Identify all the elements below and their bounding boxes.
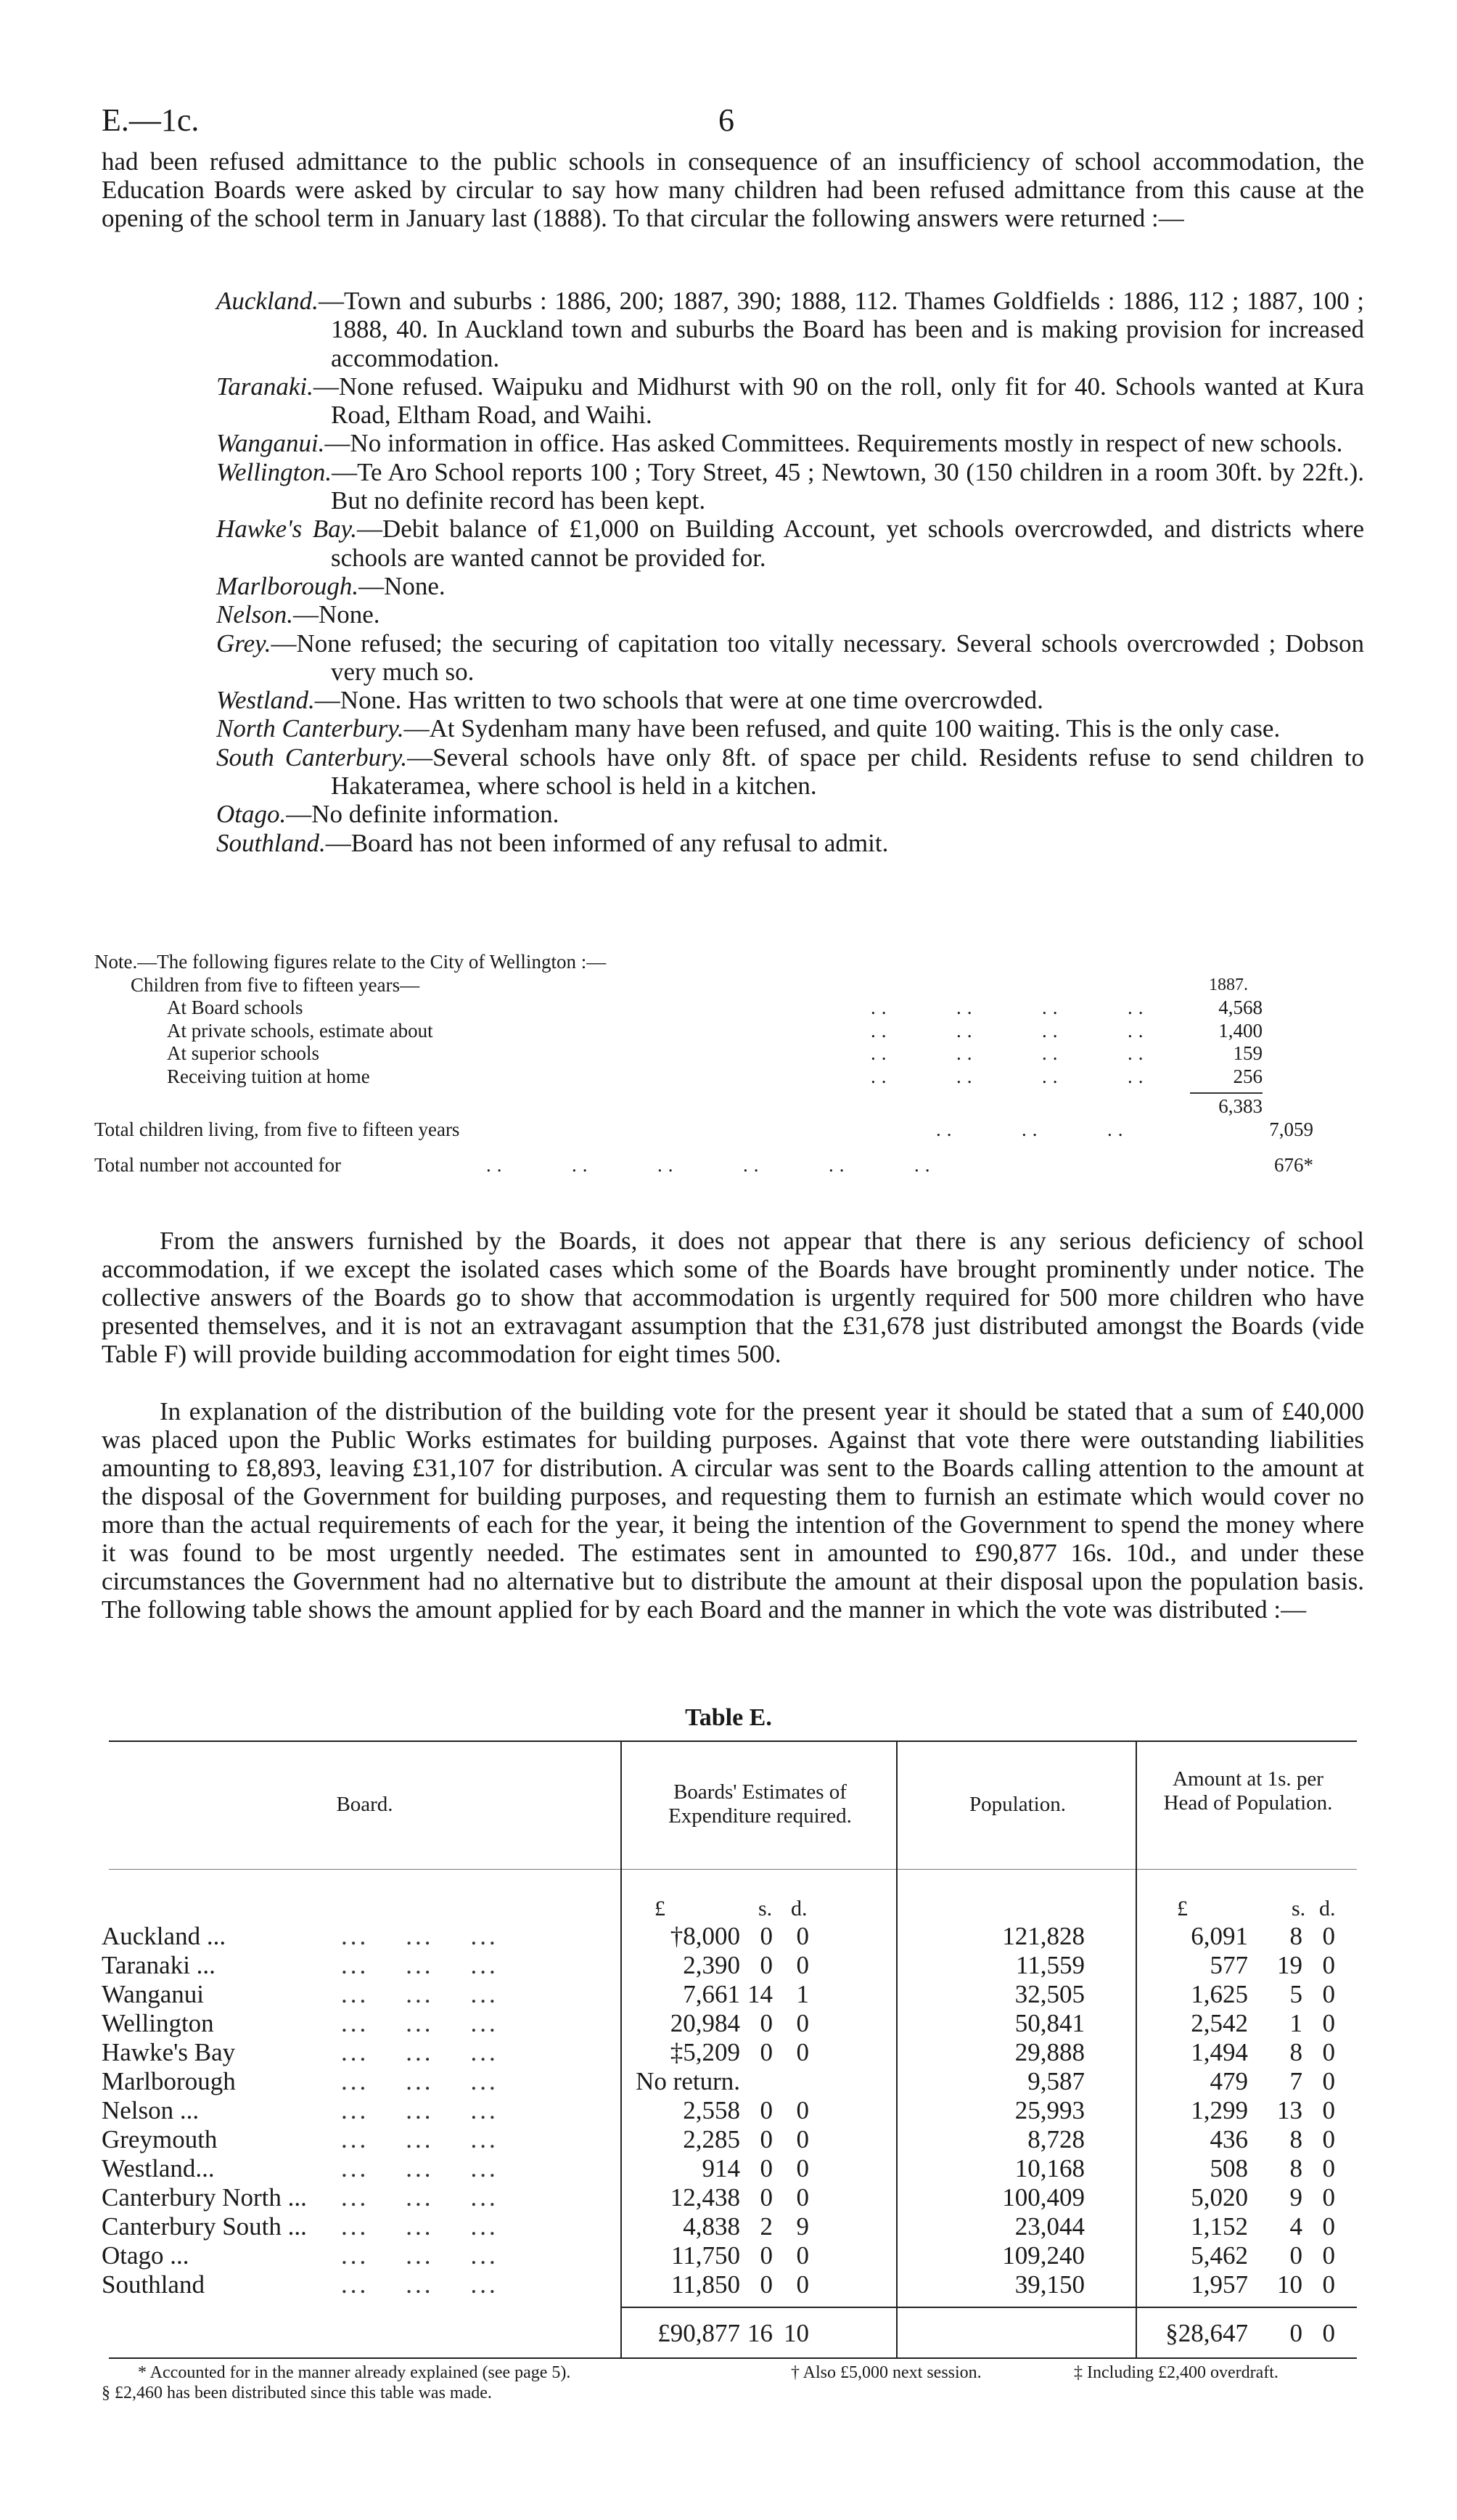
row-amount-shillings: 9 <box>1289 2183 1302 2212</box>
row-estimate-shillings: 0 <box>760 1951 773 1979</box>
table-row: Hawke's Bay ... ... ... ‡5,209 0 0 29,888 1,494 8 0 <box>102 2038 1335 2066</box>
table-row: Marlborough ... ... ... No return. 9,587 479 7 0 <box>102 2067 1335 2095</box>
row-estimate-pounds: 4,838 <box>683 2212 740 2241</box>
row-population: 39,150 <box>1014 2270 1085 2299</box>
board-answer-name: South Canterbury. <box>216 742 408 772</box>
board-answer <box>216 743 1364 801</box>
header-population: Population. <box>969 1793 1066 1816</box>
row-population: 10,168 <box>1014 2154 1085 2182</box>
board-answer <box>216 372 1364 430</box>
row-board: Wellington <box>102 2009 214 2037</box>
row-amount-shillings: 5 <box>1289 1980 1302 2008</box>
note-heading: Note.—The following figures relate to the City of Wellington :— <box>94 951 607 973</box>
row-estimate-pence: 0 <box>796 2241 809 2270</box>
row-estimate-shillings: 14 <box>747 1980 773 2008</box>
board-answer-name: North Canterbury. <box>216 714 404 743</box>
row-estimate-shillings: 0 <box>760 1922 773 1950</box>
board-answer <box>216 686 1364 714</box>
table-row: Wanganui ... ... ... 7,661 14 1 32,505 1,625 5 0 <box>102 1980 1335 2008</box>
board-answer-text: —Debit balance of £1,000 on Building Account, yet schools overcrowded, and districts where schools are wanted cannot be provided for. <box>331 515 1364 572</box>
board-answer <box>216 287 1364 372</box>
note-row-label: Receiving tuition at home <box>167 1065 370 1087</box>
row-board: Greymouth <box>102 2125 218 2153</box>
table-row: Wellington ... ... ... 20,984 0 0 50,841 2,542 1 0 <box>102 2009 1335 2037</box>
board-answer-name: Grey. <box>216 629 271 658</box>
row-amount-pence: 0 <box>1322 1980 1335 2008</box>
board-answer <box>216 800 1364 828</box>
row-estimate-pence: 9 <box>796 2212 809 2241</box>
board-answer-name: Marlborough. <box>216 571 359 600</box>
table-row: Southland ... ... ... 11,850 0 0 39,150 1,957 10 0 <box>102 2270 1335 2299</box>
table-title: Table E. <box>685 1704 772 1731</box>
row-estimate-shillings: 0 <box>760 2096 773 2124</box>
row-board: Otago ... <box>102 2241 189 2270</box>
row-estimate-pence: 0 <box>796 1951 809 1979</box>
board-answer-name: Nelson. <box>216 600 293 629</box>
board-answer-name: Westland. <box>216 686 315 715</box>
row-amount-pence: 0 <box>1322 2241 1335 2270</box>
note-row-label: At superior schools <box>167 1042 319 1064</box>
board-answer-text: —Town and suburbs : 1886, 200; 1887, 390; 1888, 112. Thames Goldfields : 1886, 112 ; 1887, 100 ; 1888, 40. In Auckland town and suburbs the Board has been and is making provision for increased accommodation. <box>318 287 1364 372</box>
total-row: £90,877 16 10 §28,647 0 0 <box>102 2319 1364 2348</box>
table-bottom-rule <box>109 2357 1357 2359</box>
row-board: Wanganui <box>102 1980 205 2008</box>
board-answer-text: —Te Aro School reports 100 ; Tory Street, 45 ; Newtown, 30 (150 children in a room 30ft. by 22ft.). But no definite record has been kept. <box>331 457 1364 515</box>
total-amount-pounds: §28,647 <box>1165 2319 1248 2347</box>
table-row: Otago ... ... ... ... 11,750 0 0 109,240 5,462 0 0 <box>102 2241 1335 2270</box>
row-amount-pounds: 1,494 <box>1191 2038 1248 2066</box>
row-population: 23,044 <box>1014 2212 1085 2241</box>
row-amount-pounds: 577 <box>1210 1951 1248 1979</box>
row-estimate-shillings: 0 <box>760 2241 773 2270</box>
table-row: Greymouth ... ... ... 2,285 0 0 8,728 436 8 0 <box>102 2125 1335 2153</box>
row-amount-shillings: 19 <box>1277 1951 1302 1979</box>
row-amount-pounds: 436 <box>1210 2125 1248 2153</box>
row-board: Auckland ... <box>102 1922 226 1950</box>
note-living-value: 7,059 <box>1269 1118 1313 1140</box>
note-row: At private schools, estimate about .. .. .. .. 1,400 <box>167 1019 1263 1042</box>
board-answer-name: Wellington. <box>216 457 332 486</box>
row-estimate-pounds: 2,285 <box>683 2125 740 2153</box>
row-population: 32,505 <box>1014 1980 1085 2008</box>
board-answer-name: Otago. <box>216 800 287 829</box>
row-estimate-pounds: 12,438 <box>670 2183 740 2212</box>
board-answer <box>216 629 1364 687</box>
footnote-star: * Accounted for in the manner already explained (see page 5). <box>138 2363 571 2382</box>
row-board: Hawke's Bay <box>102 2038 236 2066</box>
row-estimate-pounds: 914 <box>702 2154 740 2182</box>
row-estimate-pence: 0 <box>796 2125 809 2153</box>
board-answer-text: —None refused; the securing of capitation too vitally necessary. Several schools overcrowded ; Dobson very much so. <box>271 629 1364 686</box>
row-board: Westland... <box>102 2154 215 2182</box>
row-estimate-pounds: 7,661 <box>683 1980 740 2008</box>
row-board: Canterbury South ... <box>102 2212 307 2241</box>
row-amount-pounds: 1,625 <box>1191 1980 1248 2008</box>
row-population: 100,409 <box>1002 2183 1085 2212</box>
board-answer-text: —At Sydenham many have been refused, and quite 100 waiting. This is the only case. <box>403 714 1281 743</box>
note-row-label: At Board schools <box>167 997 303 1018</box>
row-estimate-pounds: 2,558 <box>683 2096 740 2124</box>
board-answers-list <box>102 287 1364 857</box>
row-estimate-pounds: 2,390 <box>683 1951 740 1979</box>
row-population: 8,728 <box>1027 2125 1085 2153</box>
note-unaccounted-value: 676* <box>1274 1154 1313 1176</box>
row-board: Marlborough <box>102 2067 236 2095</box>
row-estimate-shillings: 2 <box>760 2212 773 2241</box>
board-answer-text: —None. <box>292 600 380 629</box>
table-row: Auckland ... ... ... ... †8,000 0 0 121,828 6,091 8 0 <box>102 1922 1335 1950</box>
paragraph-intro: had been refused admittance to the public schools in consequence of an insufficiency of school accommodation, the Education Boards were asked by circular to say how many children had been refused admittance from this cause at the opening of the school term in January last (1888). To that circular the following answers were returned :— <box>102 147 1364 232</box>
board-answer <box>216 600 1364 629</box>
board-answer-text: —None. Has written to two schools that were at one time overcrowded. <box>314 686 1043 715</box>
row-amount-pounds: 508 <box>1210 2154 1248 2182</box>
table-row: Canterbury South ... ... ... ... 4,838 2 9 23,044 1,152 4 0 <box>102 2212 1335 2241</box>
row-amount-pence: 0 <box>1322 2154 1335 2182</box>
row-amount-shillings: 8 <box>1289 2154 1302 2182</box>
row-estimate-pence: 0 <box>796 2270 809 2299</box>
note-row-value: 159 <box>1233 1042 1263 1064</box>
row-amount-pounds: 6,091 <box>1191 1922 1248 1950</box>
note-row-value: 256 <box>1233 1065 1263 1087</box>
row-estimate-pence: 0 <box>796 2038 809 2066</box>
row-estimate-pence: 0 <box>796 2009 809 2037</box>
paragraph-findings: From the answers furnished by the Boards, it does not appear that there is any serious deficiency of school accommodation, if we except the isolated cases which some of the Boards have brought prominently under notice. The collective answers of the Boards go to show that accommodation is urgently required for 500 more children who have presented themselves, and it is not an extravagant assumption that the £31,678 just distributed amongst the Boards (vide Table F) will provide building accommodation for eight times 500. <box>102 1227 1364 1368</box>
row-estimate-shillings: 0 <box>760 2125 773 2153</box>
note-row-label: At private schools, estimate about <box>167 1019 433 1042</box>
row-estimate-pence: 0 <box>796 2096 809 2124</box>
header-board: Board. <box>336 1793 393 1816</box>
note-row: At Board schools .. .. .. .. 4,568 <box>167 997 1263 1018</box>
row-board: Southland <box>102 2270 205 2299</box>
row-amount-pence: 0 <box>1322 2096 1335 2124</box>
row-estimate-pounds: †8,000 <box>670 1922 740 1950</box>
row-amount-pounds: 1,299 <box>1191 2096 1248 2124</box>
row-population: 11,559 <box>1016 1951 1085 1979</box>
footnote-ddagger: ‡ Including £2,400 overdraft. <box>1074 2363 1279 2382</box>
note-subtotal: 6,383 <box>1218 1095 1263 1117</box>
note-rule <box>1190 1092 1263 1094</box>
board-answer-text: —No definite information. <box>286 800 559 829</box>
row-amount-shillings: 0 <box>1289 2241 1302 2270</box>
footnote-dagger: † Also £5,000 next session. <box>791 2363 982 2382</box>
row-amount-pounds: 5,020 <box>1191 2183 1248 2212</box>
row-amount-pounds: 479 <box>1210 2067 1248 2095</box>
row-estimate-shillings: 0 <box>760 2183 773 2212</box>
footnote-section: § £2,460 has been distributed since this table was made. <box>102 2384 492 2402</box>
row-amount-shillings: 1 <box>1289 2009 1302 2037</box>
page-number: 6 <box>718 102 734 138</box>
row-amount-pounds: 2,542 <box>1191 2009 1248 2037</box>
row-estimate-pounds: No return. <box>636 2067 740 2095</box>
row-estimate-pounds: ‡5,209 <box>670 2038 740 2066</box>
board-answer-name: Hawke's Bay. <box>216 515 358 544</box>
row-population: 29,888 <box>1014 2038 1085 2066</box>
row-amount-pence: 0 <box>1322 1951 1335 1979</box>
board-answer <box>216 515 1364 572</box>
board-answer-text: —No information in office. Has asked Committees. Requirements mostly in respect of new schools. <box>324 429 1343 458</box>
row-amount-pence: 0 <box>1322 1922 1335 1950</box>
row-amount-shillings: 10 <box>1277 2270 1302 2299</box>
row-amount-shillings: 8 <box>1289 2125 1302 2153</box>
document-reference: E.—1c. <box>102 102 200 138</box>
row-amount-shillings: 8 <box>1289 2038 1302 2066</box>
board-answer <box>216 458 1364 515</box>
board-answer-text: —None refused. Waipuku and Midhurst with 90 on the roll, only fit for 40. Schools wanted at Kura Road, Eltham Road, and Waihi. <box>313 372 1364 430</box>
row-amount-shillings: 13 <box>1277 2096 1302 2124</box>
row-amount-pence: 0 <box>1322 2038 1335 2066</box>
total-estimates-pounds: £90,877 <box>657 2319 740 2347</box>
row-population: 25,993 <box>1014 2096 1085 2124</box>
note-subheading: Children from five to fifteen years— <box>131 973 420 996</box>
note-row: At superior schools .. .. .. .. 159 <box>167 1042 1263 1064</box>
row-amount-pence: 0 <box>1322 2125 1335 2153</box>
board-answer-name: Taranaki. <box>216 372 313 401</box>
row-amount-shillings: 7 <box>1289 2067 1302 2095</box>
row-estimate-pounds: 11,750 <box>671 2241 740 2270</box>
row-estimate-pence: 1 <box>796 1980 809 2008</box>
row-estimate-pence: 0 <box>796 2154 809 2182</box>
board-answer <box>216 429 1364 457</box>
row-amount-shillings: 4 <box>1289 2212 1302 2241</box>
row-amount-pence: 0 <box>1322 2067 1335 2095</box>
header-estimates: Boards' Estimates of Expenditure required. <box>668 1780 852 1828</box>
note-row-value: 4,568 <box>1218 997 1263 1018</box>
row-estimate-shillings: 0 <box>760 2038 773 2066</box>
board-answer-name: Wanganui. <box>216 429 325 458</box>
header-amount: Amount at 1s. per Head of Population. <box>1163 1767 1333 1815</box>
row-estimate-pence: 0 <box>796 1922 809 1950</box>
row-amount-pence: 0 <box>1322 2212 1335 2241</box>
row-estimate-pence: 0 <box>796 2183 809 2212</box>
table-row: Taranaki ... ... ... ... 2,390 0 0 11,559 577 19 0 <box>102 1951 1335 1979</box>
row-estimate-shillings: 0 <box>760 2270 773 2299</box>
row-amount-pence: 0 <box>1322 2270 1335 2299</box>
row-amount-pence: 0 <box>1322 2183 1335 2212</box>
row-population: 109,240 <box>1002 2241 1085 2270</box>
board-answer-text: —Board has not been informed of any refusal to admit. <box>325 828 889 857</box>
table-row: Westland... ... ... ... 914 0 0 10,168 508 8 0 <box>102 2154 1335 2182</box>
board-answer <box>216 572 1364 600</box>
row-population: 121,828 <box>1002 1922 1085 1950</box>
units-row: £ s. d. £ s. d. <box>654 1897 1336 1920</box>
row-population: 50,841 <box>1014 2009 1085 2037</box>
row-board: Nelson ... <box>102 2096 200 2124</box>
paragraph-explanation: In explanation of the distribution of the building vote for the present year it should be stated that a sum of £40,000 was placed upon the Public Works estimates for building purposes. Against that vote there were outstanding liabilities amounting to £8,893, leaving £31,107 for distribution. A circular was sent to the Boards calling attention to the amount at the disposal of the Government for building purposes, and requesting them to furnish an estimate which would cover no more than the actual requirements of each for the year, it being the intention of the Government to spend the money where it was found to be most urgently needed. The estimates sent in amounted to £90,877 16s. 10d., and under these circumstances the Government had no alternative but to distribute the amount at their disposal upon the population basis. The following table shows the amount applied for by each Board and the manner in which the vote was distributed :— <box>102 1397 1364 1624</box>
note-year: 1887. <box>1209 975 1248 994</box>
note-row: Receiving tuition at home .. .. .. .. 256 <box>167 1065 1263 1087</box>
table-row: Canterbury North ... ... ... ... 12,438 0 0 100,409 5,020 9 0 <box>102 2183 1335 2212</box>
row-estimate-shillings: 0 <box>760 2009 773 2037</box>
row-amount-pounds: 1,152 <box>1191 2212 1248 2241</box>
table-header-rule <box>109 1869 1357 1870</box>
table-total-rule <box>620 2307 1357 2308</box>
table-row: Nelson ... ... ... ... 2,558 0 0 25,993 1,299 13 0 <box>102 2096 1335 2124</box>
row-amount-pounds: 1,957 <box>1191 2270 1248 2299</box>
board-answer-text: —Several schools have only 8ft. of space per child. Residents refuse to send children to Hakateramea, where school is held in a kitchen. <box>331 742 1364 801</box>
table-top-rule <box>109 1740 1357 1742</box>
note-unaccounted-label: Total number not accounted for <box>94 1154 341 1176</box>
board-answer <box>216 714 1364 742</box>
row-board: Canterbury North ... <box>102 2183 307 2212</box>
row-board: Taranaki ... <box>102 1951 216 1979</box>
row-estimate-shillings: 0 <box>760 2154 773 2182</box>
row-population: 9,587 <box>1027 2067 1085 2095</box>
row-estimate-pounds: 20,984 <box>670 2009 740 2037</box>
board-answer-name: Southland. <box>216 828 326 857</box>
board-answer <box>216 829 1364 857</box>
row-estimate-pounds: 11,850 <box>671 2270 740 2299</box>
board-answer-text: —None. <box>358 571 446 600</box>
row-amount-shillings: 8 <box>1289 1922 1302 1950</box>
row-amount-pounds: 5,462 <box>1191 2241 1248 2270</box>
wellington-note: Note.—The following figures relate to the City of Wellington :— Children from five to fifteen years— 1887. At Board schools .. .. .. .. 4,568 At private schools, estimate about .. .. .. .. 1,400 At superior schools .. .. .. .. 159 Receiving tuition at home .. .. .. .. 256 6,383 Total children living, from five to fifteen years .. .. .. 7,059 Total number not accounted for .. .. .. .. .. .. 676* <box>94 951 1313 1176</box>
row-amount-pence: 0 <box>1322 2009 1335 2037</box>
board-answer-name: Auckland. <box>216 287 319 315</box>
note-row-value: 1,400 <box>1218 1019 1263 1042</box>
note-living-label: Total children living, from five to fifteen years <box>94 1118 460 1140</box>
